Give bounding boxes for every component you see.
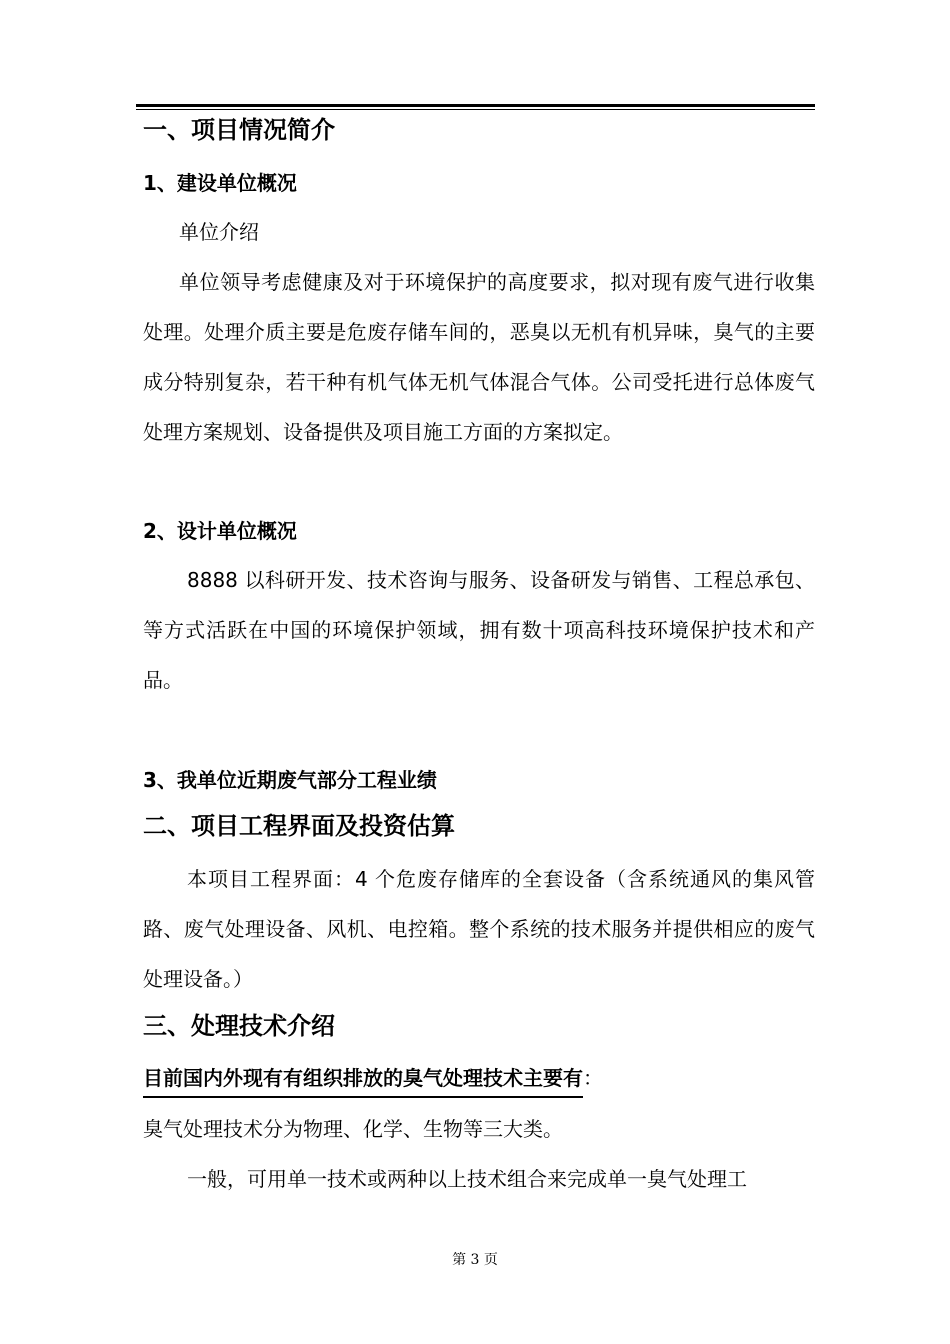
subsection-1-label: 单位介绍 [179, 220, 259, 244]
section-2-paragraph: 本项目工程界面：4 个危废存储库的全套设备（含系统通风的集风管路、废气处理设备、风机、电控箱。整个系统的技术服务并提供相应的废气处理设备。） [143, 867, 815, 991]
underlined-heading-text: 目前国内外现有有组织排放的臭气处理技术主要有 [143, 1064, 583, 1098]
subsection-1-title: 1、建设单位概况 [143, 171, 297, 195]
subsection-2-paragraph: 8888 以科研开发、技术咨询与服务、设备研发与销售、工程总承包、等方式活跃在中国的环境保护领域，拥有数十项高科技环境保护技术和产品。 [143, 568, 815, 692]
header-rule-thin [136, 109, 815, 110]
section-3-underlined-heading [143, 1064, 815, 1098]
subsection-1-paragraph: 单位领导考虑健康及对于环境保护的高度要求，拟对现有废气进行收集处理。处理介质主要是危废存储车间的，恶臭以无机有机异味，臭气的主要成分特别复杂，若干种有机气体无机气体混合气体。公司受托进行总体废气处理方案规划、设备提供及项目施工方面的方案拟定。 [143, 270, 815, 444]
section-1-title: 一、项目情况简介 [143, 116, 335, 144]
subsection-3-title: 3、我单位近期废气部分工程业绩 [143, 768, 437, 792]
page-number: 第 3 页 [452, 1252, 498, 1268]
heading-colon: ： [583, 1066, 603, 1090]
section-3-paragraph-1: 臭气处理技术分为物理、化学、生物等三大类。 [143, 1117, 563, 1141]
subsection-2-title: 2、设计单位概况 [143, 519, 297, 543]
section-3-paragraph-2: 一般，可用单一技术或两种以上技术组合来完成单一臭气处理工 [187, 1167, 747, 1191]
section-2-title: 二、项目工程界面及投资估算 [143, 812, 455, 840]
section-3-title: 三、处理技术介绍 [143, 1012, 335, 1040]
header-rule-thick [136, 104, 815, 107]
